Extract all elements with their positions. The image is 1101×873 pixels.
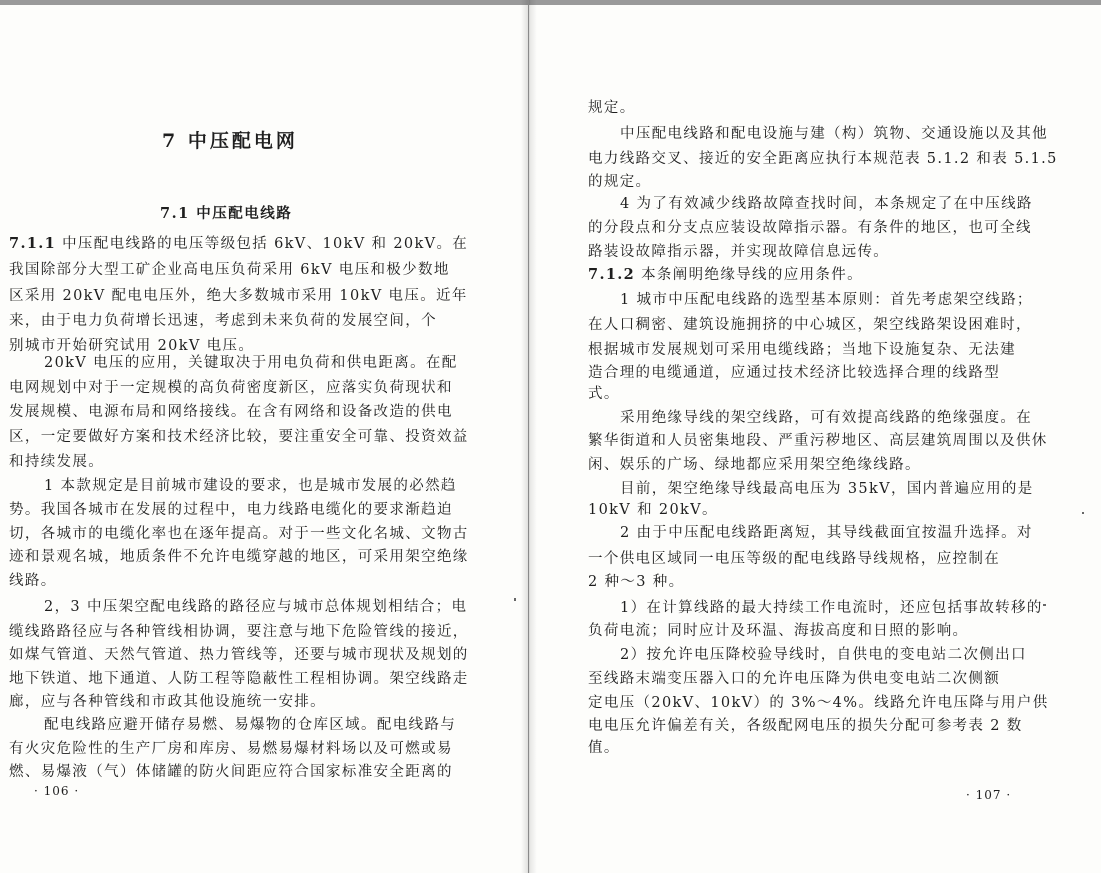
text-line: 闲、娱乐的广场、绿地都应采用架空绝缘线路。 <box>588 457 921 473</box>
book-gutter <box>521 0 537 873</box>
text-line: 2）按允许电压降校验导线时，自供电的变电站二次侧出口 <box>620 647 1027 663</box>
text-line: 值。 <box>588 740 620 756</box>
page-number: · 106 · <box>34 784 80 798</box>
text-line: 式。 <box>588 386 620 402</box>
text-line: 繁华街道和人员密集地段、严重污秽地区、高层建筑周围以及供休 <box>588 433 1048 449</box>
text-line: 负荷电流；同时应计及环温、海拔高度和日照的影响。 <box>588 623 969 639</box>
scan-speck <box>514 598 516 601</box>
text-line: 线路。 <box>9 573 57 589</box>
page-number: · 107 · <box>966 788 1012 802</box>
text-line: 别城市开始研究试用 20kV 电压。 <box>9 338 255 354</box>
text-line: 1 城市中压配电线路的选型基本原则：首先考虑架空线路； <box>620 292 1033 308</box>
text-line: 路装设故障指示器，并实现故障信息远传。 <box>588 244 890 260</box>
text-line: 20kV 电压的应用，关键取决于用电负荷和供电距离。在配 <box>44 355 458 371</box>
text-line: 我国除部分大型工矿企业高电压负荷采用 6kV 电压和极少数地 <box>9 262 450 278</box>
text-line: 切，各城市的电缆化率也在逐年提高。对于一些文化名城、文物古 <box>9 526 469 542</box>
text-line: 2 由于中压配电线路距离短，其导线截面宜按温升选择。对 <box>620 525 1033 541</box>
text-line: 在人口稠密、建筑设施拥挤的中心城区，架空线路架设困难时， <box>588 317 1032 333</box>
section-title: 7.1 中压配电线路 <box>160 205 293 222</box>
text-line: 燃、易爆液（气）体储罐的防火间距应符合国家标准安全距离的 <box>9 764 453 780</box>
text-line: 的规定。 <box>588 174 652 190</box>
clause-number: 7.1.1 <box>9 235 57 252</box>
text-line: 廊，应与各种管线和市政其他设施统一安排。 <box>9 694 326 710</box>
text-line: 迹和景观名城，地质条件不允许电缆穿越的地区，可采用架空绝缘 <box>9 549 469 565</box>
text-line: 中压配电线路和配电设施与建（构）筑物、交通设施以及其他 <box>620 126 1048 142</box>
right-page <box>537 0 1101 873</box>
text-line: 7.1.1 中压配电线路的电压等级包括 6kV、10kV 和 20kV。在 <box>9 235 469 252</box>
text-line: 4 为了有效减少线路故障查找时间，本条规定了在中压线路 <box>620 196 1033 212</box>
text-line: 一个供电区域同一电压等级的配电线路导线规格，应控制在 <box>588 551 1001 567</box>
clause-number: 7.1.2 <box>588 266 636 283</box>
text-line: 10kV 和 20kV。 <box>588 502 718 518</box>
chapter-title: 7 中压配电网 <box>162 130 298 152</box>
text-line: 定电压（20kV、10kV）的 3%～4%。线路允许电压降与用户供 <box>588 695 1049 711</box>
text-line: 2，3 中压架空配电线路的路径应与城市总体规划相结合；电 <box>44 599 468 615</box>
text-line: 有火灾危险性的生产厂房和库房、易燃易爆材料场以及可燃或易 <box>9 741 453 757</box>
scan-speck <box>1082 512 1084 514</box>
text-line: 至线路末端变压器入口的允许电压降为供电变电站二次侧额 <box>588 671 1001 687</box>
text-line: 1 本款规定是目前城市建设的要求，也是城市发展的必然趋 <box>44 478 457 494</box>
text-line: 配电线路应避开储存易燃、易爆物的仓库区域。配电线路与 <box>44 717 457 733</box>
scan-speck <box>1043 604 1046 606</box>
text-line: 规定。 <box>588 100 636 116</box>
text-line: 根据城市发展规划可采用电缆线路；当地下设施复杂、无法建 <box>588 342 1016 358</box>
text-line: 采用绝缘导线的架空线路，可有效提高线路的绝缘强度。在 <box>620 410 1033 426</box>
text-line: 电电压允许偏差有关，各级配网电压的损失分配可参考表 2 数 <box>588 718 1023 734</box>
text-line: 如煤气管道、天然气管道、热力管线等，还要与城市现状及规划的 <box>9 647 469 663</box>
text-line: 来，由于电力负荷增长迅速，考虑到未来负荷的发展空间，个 <box>9 313 437 329</box>
text-line: 7.1.2 本条阐明绝缘导线的应用条件。 <box>588 266 863 283</box>
text-line: 电力线路交叉、接近的安全距离应执行本规范表 5.1.2 和表 5.1.5 <box>588 151 1058 167</box>
text-line: 的分段点和分支点应装设故障指示器。有条件的地区，也可全线 <box>588 220 1032 236</box>
text-line: 造合理的电缆通道，应通过技术经济比较选择合理的线路型 <box>588 365 1001 381</box>
text-line: 1）在计算线路的最大持续工作电流时，还应包括事故转移的 <box>620 600 1043 616</box>
text-line: 发展规模、电源布局和网络接线。在含有网络和设备改造的供电 <box>9 404 453 420</box>
text-line: 区，一定要做好方案和技术经济比较，要注重安全可靠、投资效益 <box>9 429 469 445</box>
left-page <box>0 0 520 873</box>
text-line: 势。我国各城市在发展的过程中，电力线路电缆化的要求渐趋迫 <box>9 502 453 518</box>
text-line: 地下铁道、地下通道、人防工程等隐蔽性工程相协调。架空线路走 <box>9 671 469 687</box>
text-line: 2 种～3 种。 <box>588 574 685 590</box>
gutter-line <box>528 0 529 873</box>
text-line: 缆线路路径应与各种管线相协调，要注意与地下危险管线的接近， <box>9 624 469 640</box>
text-line: 区采用 20kV 配电电压外，绝大多数城市采用 10kV 电压。近年 <box>9 288 468 304</box>
text-line: 电网规划中对于一定规模的高负荷密度新区，应落实负荷现状和 <box>9 380 453 396</box>
text-line: 目前，架空绝缘导线最高电压为 35kV，国内普遍应用的是 <box>620 481 1034 497</box>
text-line: 和持续发展。 <box>9 454 105 470</box>
